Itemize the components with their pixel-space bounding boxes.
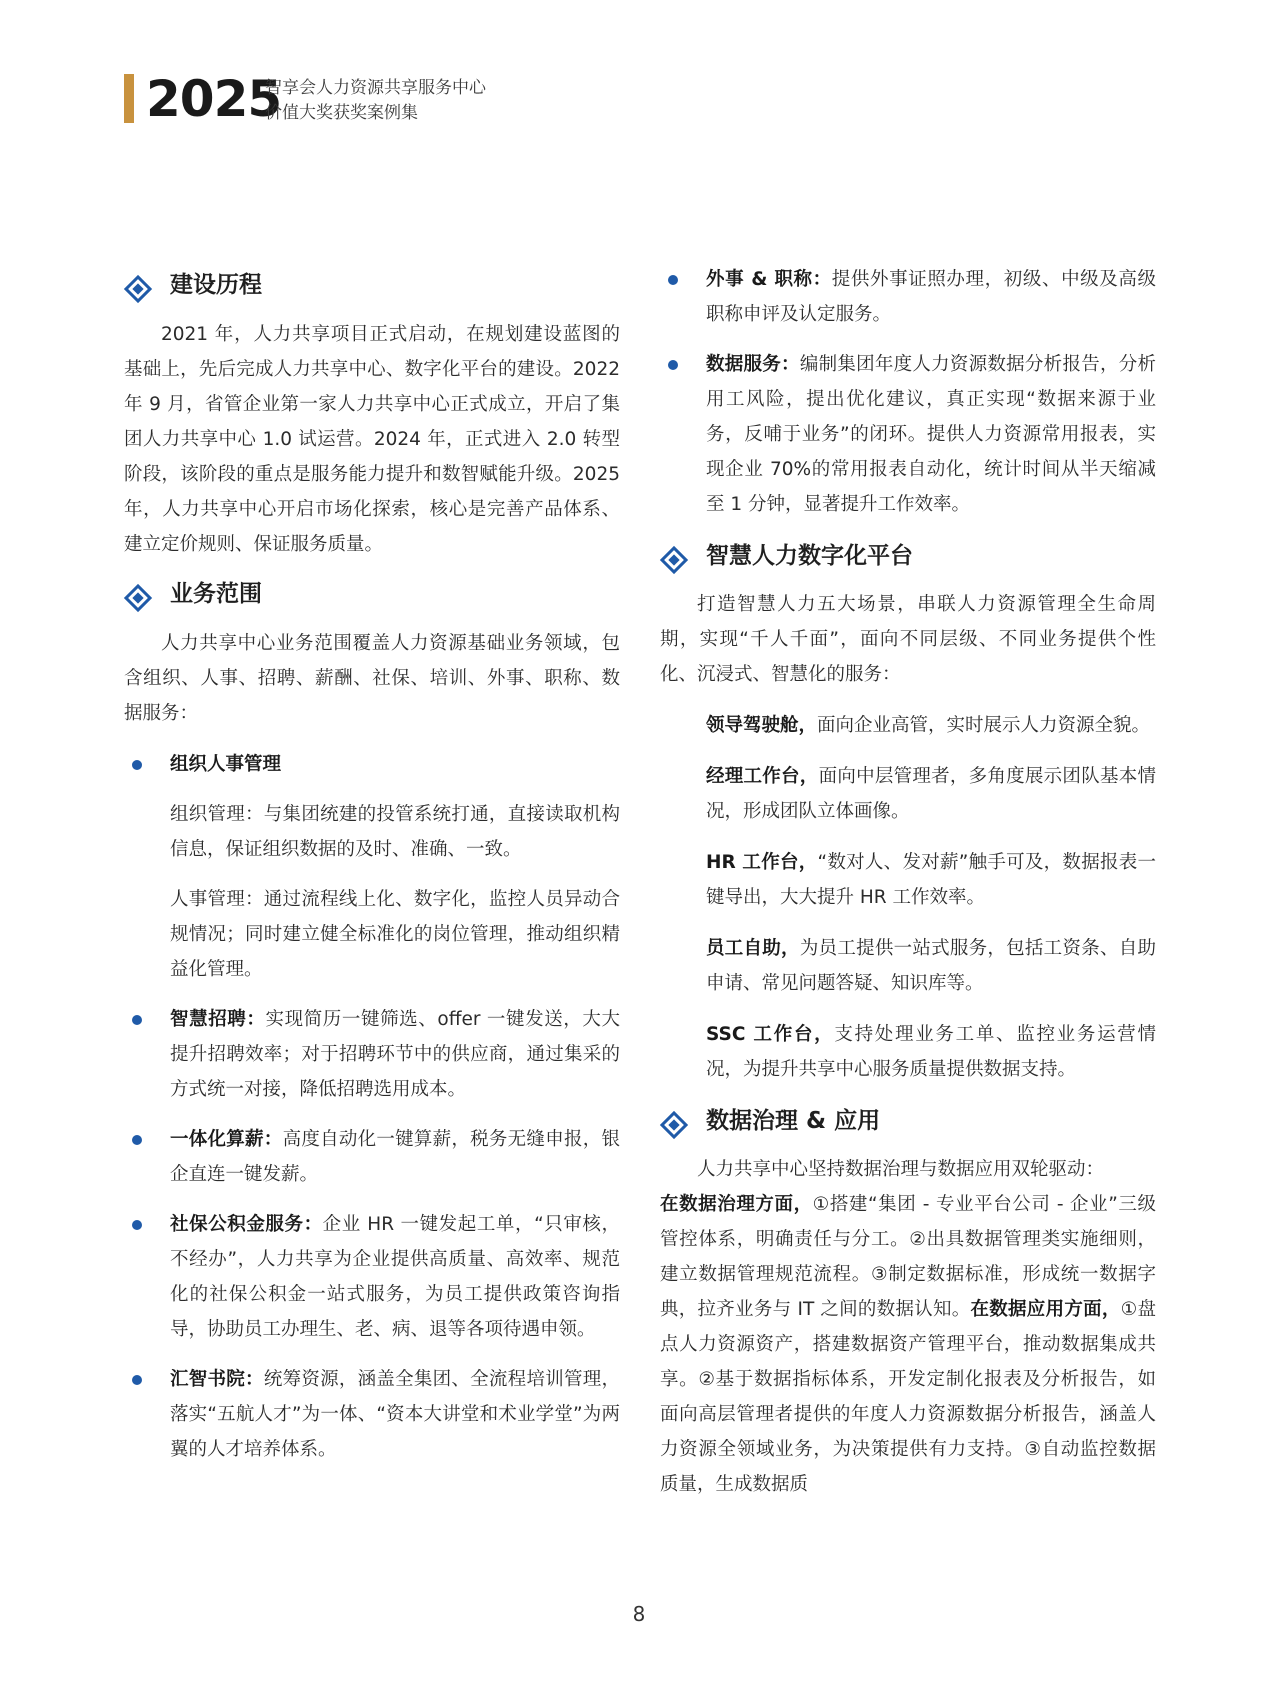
header-title-line2: 价值大奖获奖案例集: [265, 103, 418, 123]
bullet-dot-icon: [132, 760, 142, 770]
bullet-social-security: 社保公积金服务：企业 HR 一键发起工单，“只审核，不经办”，人力共享为企业提供高质量、高效率、规范化的社保公积金一站式服务，为员工提供政策咨询指导，协助员工办理生、老、病、退等各项待遇申领。: [124, 1207, 620, 1347]
bullet-dot-icon: [132, 1015, 142, 1025]
page-number: 8: [632, 1602, 646, 1626]
section-heading-data-governance: 数据治理 & 应用: [660, 1106, 1156, 1136]
governance-intro: 人力共享中心坚持数据治理与数据应用双轮驱动：: [697, 1159, 1105, 1180]
org-management-text: 组织管理：与集团统建的投管系统打通，直接读取机构信息，保证组织数据的及时、准确、一致。: [170, 804, 620, 860]
section-heading-scope: 业务范围: [124, 579, 620, 609]
diamond-bullet-icon: [124, 275, 152, 303]
scenario-hr-workbench: HR 工作台，“数对人、发对薪”触手可及，数据报表一键导出，大大提升 HR 工作效率。: [706, 852, 1157, 908]
bullet-payroll: 一体化算薪：高度自动化一键算薪，税务无缝申报，银企直连一键发薪。: [124, 1122, 620, 1192]
header-year: 2025: [146, 70, 282, 128]
bullet-smart-recruiting: 智慧招聘：实现简历一键筛选、offer 一键发送，大大提升招聘效率；对于招聘环节中的供应商，通过集采的方式统一对接，降低招聘选用成本。: [124, 1002, 620, 1107]
scenario-employee-self-service: 员工自助，为员工提供一站式服务，包括工资条、自助申请、常见问题答疑、知识库等。: [706, 938, 1156, 994]
bullet-dot-icon: [132, 1375, 142, 1385]
section-heading-digital-platform: 智慧人力数字化平台: [660, 541, 1156, 571]
personnel-management-text: 人事管理：通过流程线上化、数字化，监控人员异动合规情况；同时建立健全标准化的岗位管理，推动组织精益化管理。: [170, 889, 620, 980]
scenario-manager-workbench: 经理工作台，面向中层管理者，多角度展示团队基本情况，形成团队立体画像。: [706, 766, 1156, 822]
bullet-dot-icon: [668, 360, 678, 370]
diamond-bullet-icon: [660, 1111, 688, 1139]
scenario-leader-cockpit: 领导驾驶舱，面向企业高管，实时展示人力资源全貌。: [706, 715, 1151, 736]
governance-paragraph: 在数据治理方面，①搭建“集团 - 专业平台公司 - 企业”三级管控体系，明确责任与分工。②出具数据管理类实施细则，建立数据管理规范流程。③制定数据标准，形成统一数据字典，拉齐业务与 IT 之间的数据认知。在数据应用方面，①盘点人力资源资产，搭建数据资产管理平台，推动数据集成共享。②基于数据指标体系，开发定制化报表及分析报告，如面向高层管理者提供的年度人力资源数据分析报告，涵盖人力资源全领域业务，为决策提供有力支持。③自动监控数据质量，生成数据质: [660, 1194, 1156, 1495]
bullet-dot-icon: [132, 1220, 142, 1230]
bullet-academy: 汇智书院：统筹资源，涵盖全集团、全流程培训管理，落实“五航人才”为一体、“资本大讲堂和术业学堂”为两翼的人才培养体系。: [124, 1362, 620, 1467]
right-column: [660, 262, 1156, 1502]
bullet-dot-icon: [132, 1135, 142, 1145]
diamond-bullet-icon: [124, 584, 152, 612]
bullet-data-service: 数据服务：编制集团年度人力资源数据分析报告，分析用工风险，提出优化建议，真正实现“数据来源于业务，反哺于业务”的闭环。提供人力资源常用报表，实现企业 70%的常用报表自动化，统计时间从半天缩减至 1 分钟，显著提升工作效率。: [660, 347, 1156, 522]
scenario-ssc-workbench: SSC 工作台，支持处理业务工单、监控业务运营情况，为提升共享中心服务质量提供数据支持。: [706, 1024, 1156, 1080]
history-paragraph: 2021 年，人力共享项目正式启动，在规划建设蓝图的基础上，先后完成人力共享中心、数字化平台的建设。2022 年 9 月，省管企业第一家人力共享中心正式成立，开启了集团人力共享中心 1.0 试运营。2024 年，正式进入 2.0 转型阶段，该阶段的重点是服务能力提升和数智赋能升级。2025 年，人力共享中心开启市场化探索，核心是完善产品体系、建立定价规则、保证服务质量。: [124, 324, 620, 555]
platform-paragraph: 打造智慧人力五大场景，串联人力资源管理全生命周期，实现“千人千面”，面向不同层级、不同业务提供个性化、沉浸式、智慧化的服务：: [660, 594, 1156, 685]
bullet-dot-icon: [668, 275, 678, 285]
left-column: [124, 270, 620, 1467]
section-heading-history: 建设历程: [124, 270, 620, 300]
header-accent-bar: [124, 74, 134, 123]
bullet-foreign-affairs: 外事 & 职称：提供外事证照办理，初级、中级及高级职称申评及认定服务。: [660, 262, 1156, 332]
bullet-org-personnel: 组织人事管理: [124, 747, 620, 782]
diamond-bullet-icon: [660, 546, 688, 574]
scope-paragraph: 人力共享中心业务范围覆盖人力资源基础业务领域，包含组织、人事、招聘、薪酬、社保、培训、外事、职称、数据服务：: [124, 633, 620, 724]
header-title-line1: 智享会人力资源共享服务中心: [265, 78, 486, 98]
